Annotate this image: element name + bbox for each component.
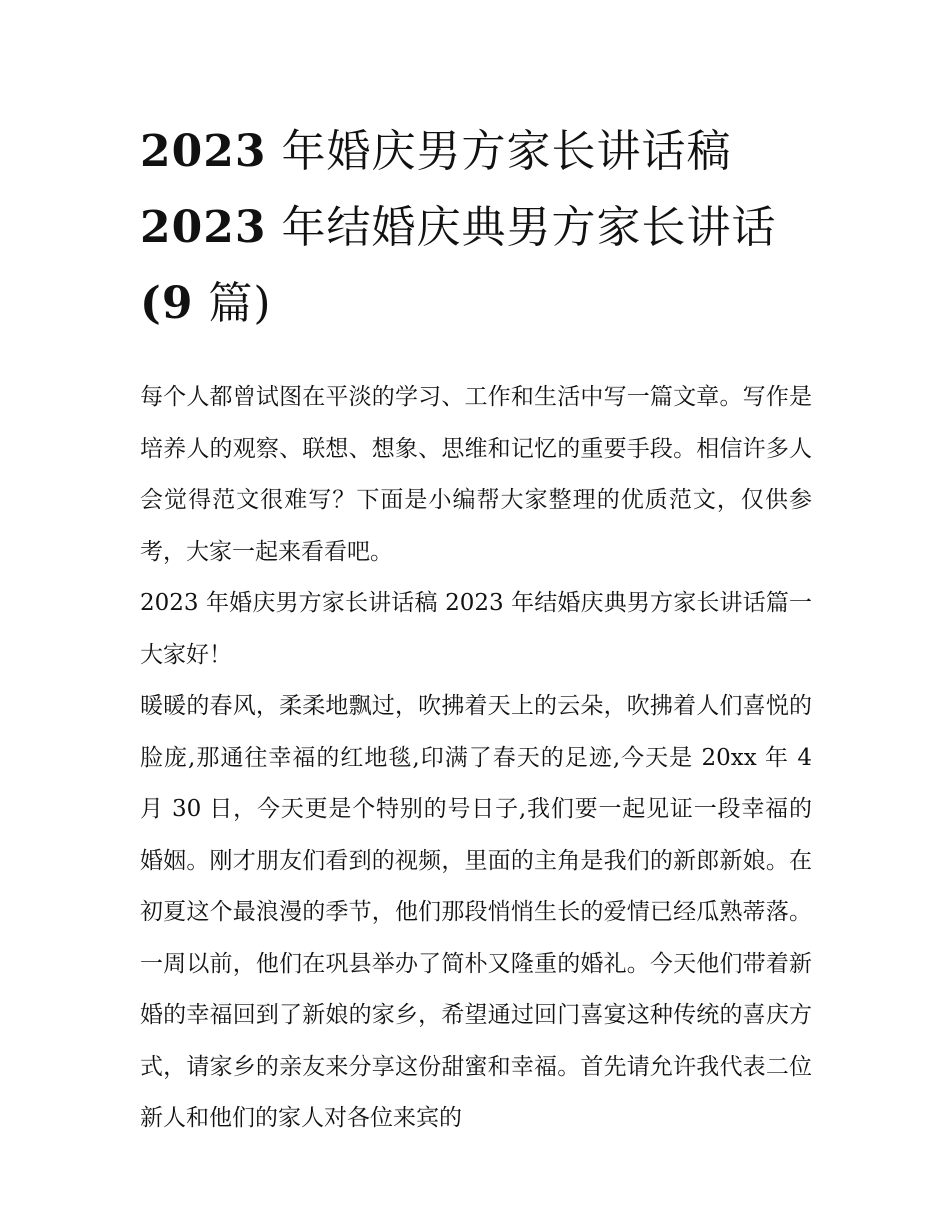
title-line-3: [140, 266, 812, 342]
title-line-1-number: 2023: [140, 126, 267, 177]
title-line-2-number: 2023: [140, 202, 267, 253]
document-page: [140, 114, 812, 1145]
title-line-3-number: (9: [140, 278, 194, 329]
title-line-2-text: 年结婚庆典男方家长讲话: [266, 202, 777, 253]
section-heading-paragraph: 2023 年婚庆男方家长讲话稿 2023 年结婚庆典男方家长讲话篇一 大家好！: [140, 590, 812, 668]
speech-paragraph: 暖暖的春风，柔柔地飘过，吹拂着天上的云朵，吹拂着人们喜悦的脸庞,那通往幸福的红地毯,印满了春天的足迹,今天是 20xx 年 4 月 30 日，今天更是个特别的号日子,我们要一起见证一段幸福的婚姻。刚才朋友们看到的视频，里面的主角是我们的新郎新娘。在初夏这个最浪漫的季节，他们那段悄悄生长的爱情已经瓜熟蒂落。一周以前，他们在巩县举办了简朴又隆重的婚礼。今天他们带着新婚的幸福回到了新娘的家乡，希望通过回门喜宴这种传统的喜庆方式，请家乡的亲友来分享这份甜蜜和幸福。首先请允许我代表二位新人和他们的家人对各位来宾的: [140, 693, 812, 1131]
title-line-1-text: 年婚庆男方家长讲话稿: [266, 126, 732, 177]
title-line-1: [140, 114, 812, 190]
document-title: [140, 114, 812, 342]
intro-paragraph: 每个人都曾试图在平淡的学习、工作和生活中写一篇文章。写作是培养人的观察、联想、想象、思维和记忆的重要手段。相信许多人会觉得范文很难写？下面是小编帮大家整理的优质范文，仅供参考，大家一起来看看吧。: [140, 384, 812, 565]
title-line-3-text: 篇): [193, 278, 272, 329]
document-body: [140, 372, 812, 1145]
title-line-2: [140, 190, 812, 266]
